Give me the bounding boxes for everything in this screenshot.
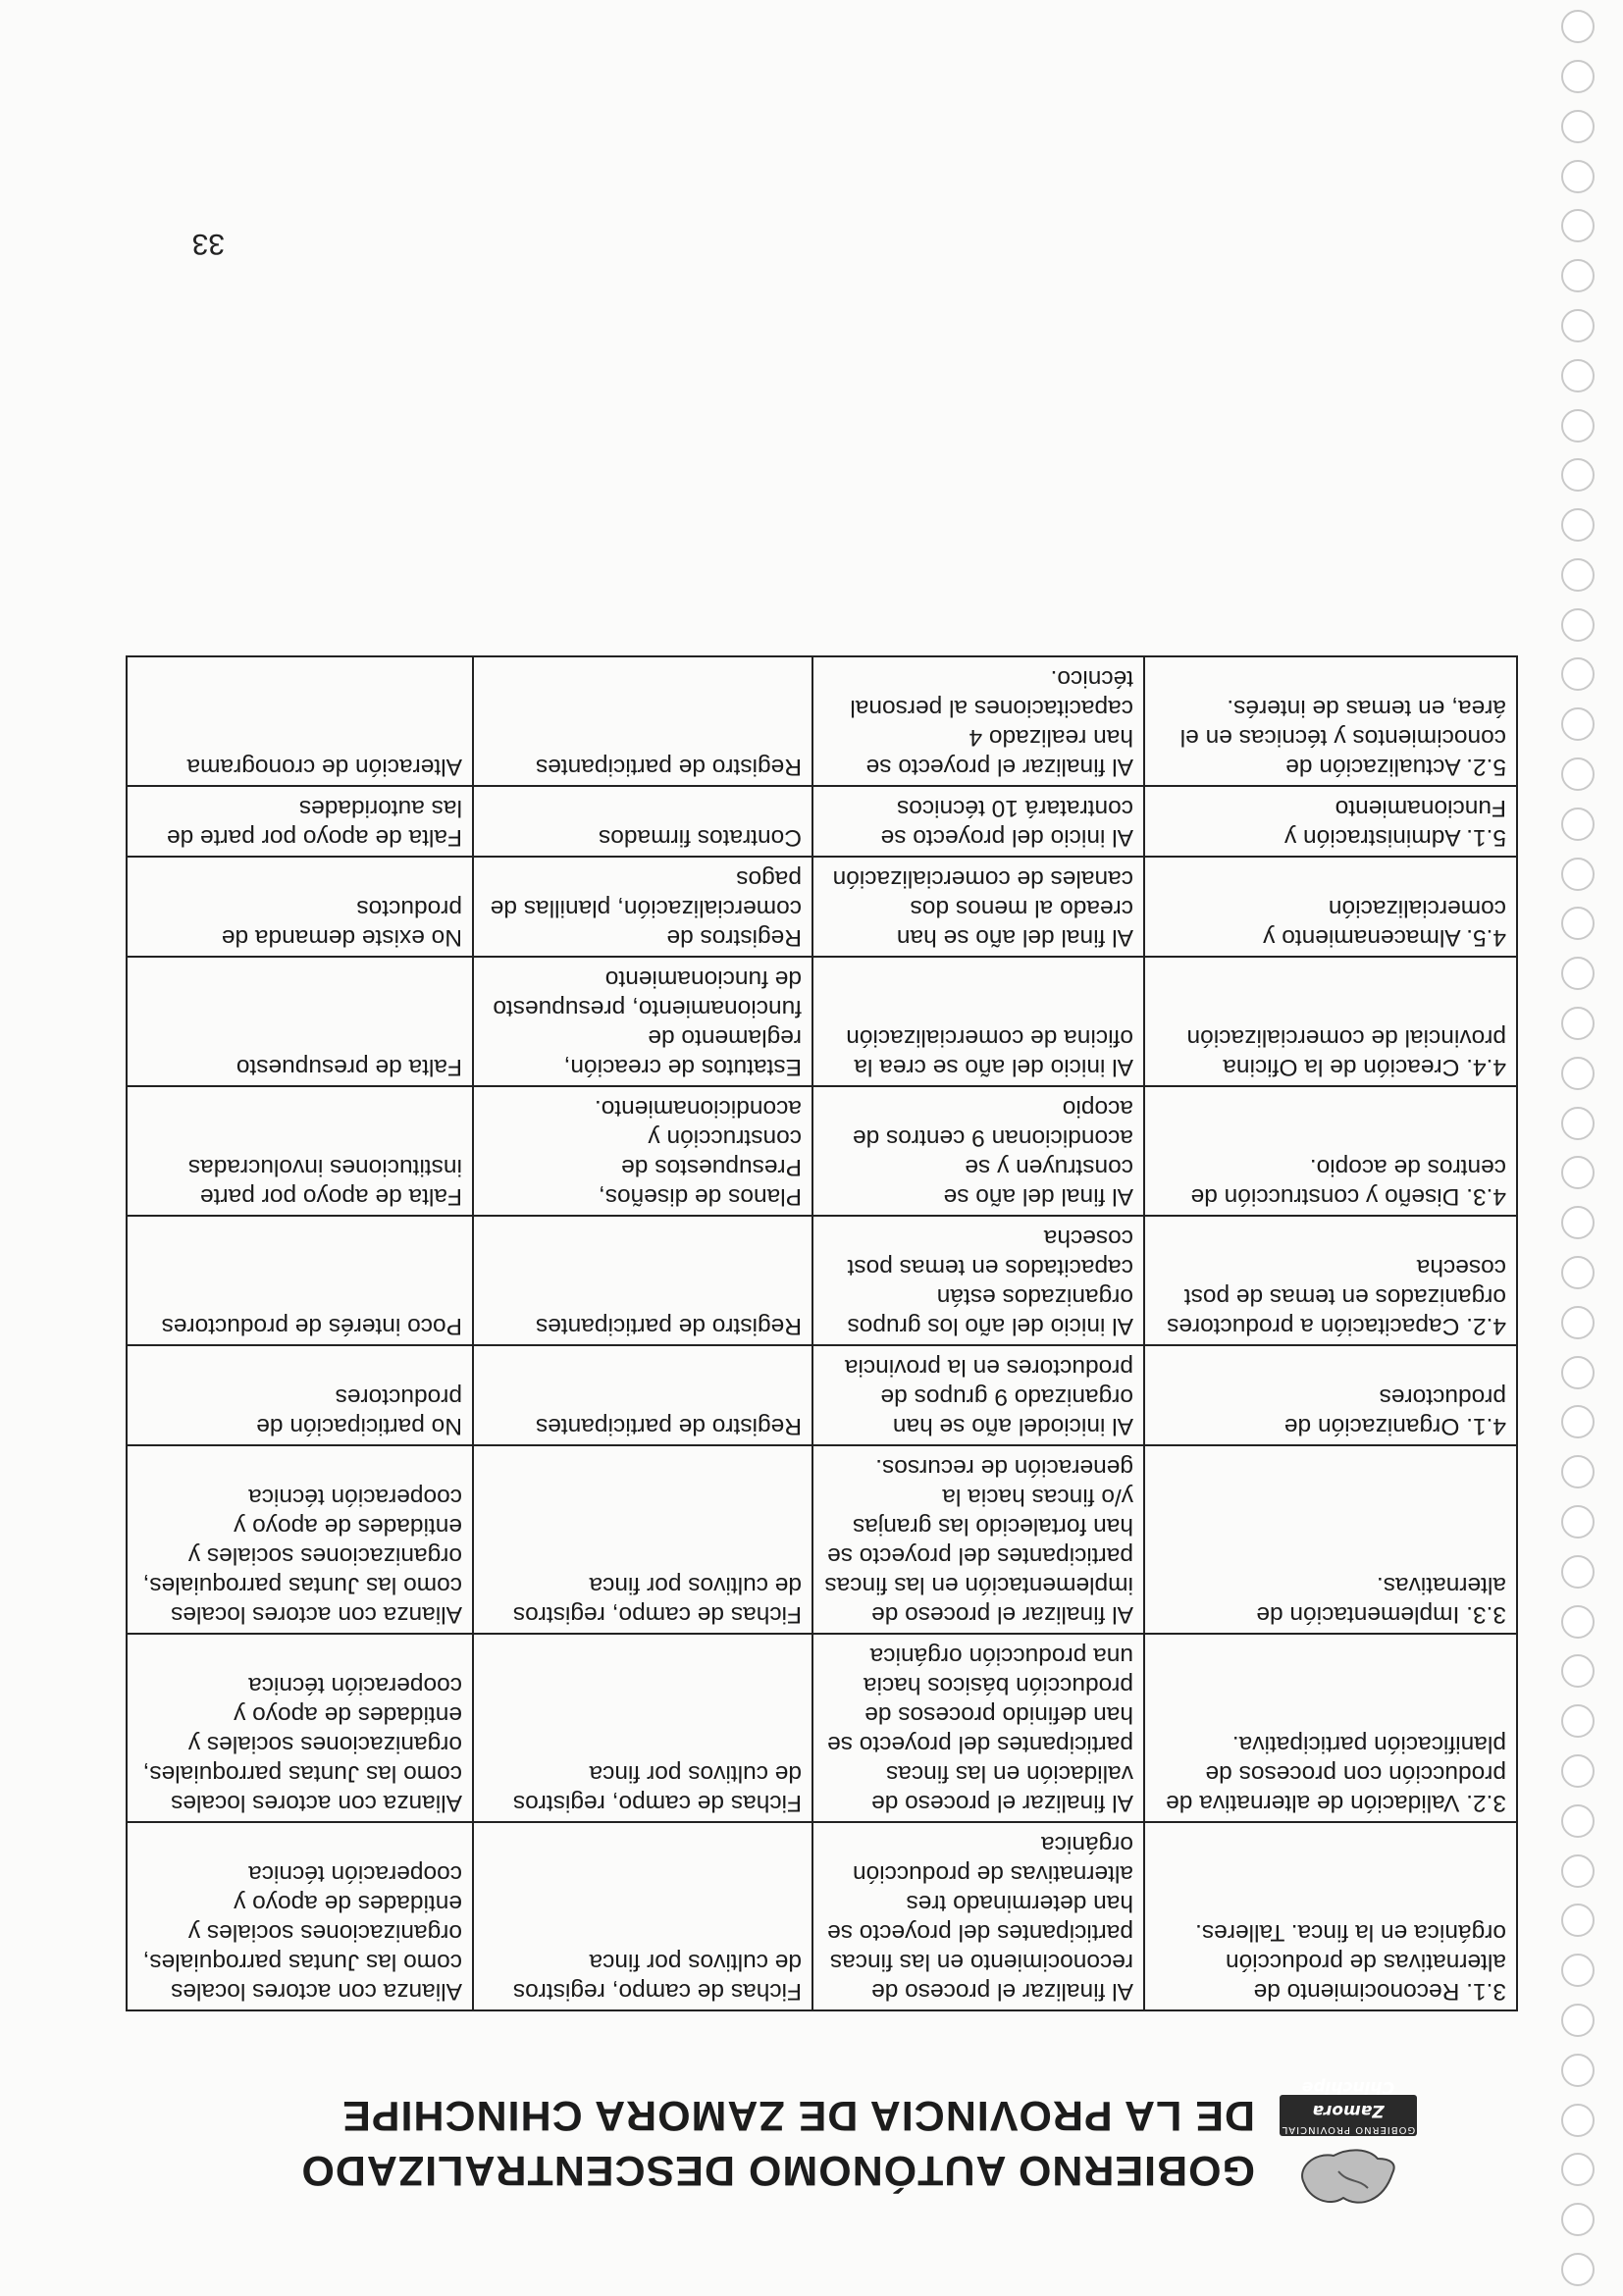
binder-hole [1561, 309, 1595, 342]
binder-hole [1561, 359, 1595, 392]
binder-hole [1561, 1306, 1595, 1339]
binder-hole [1561, 2253, 1595, 2286]
table-row [127, 656, 1517, 786]
binder-hole [1561, 1555, 1595, 1589]
binder-hole [1561, 110, 1595, 143]
cell-assumption: Alianza con actores locales como las Juntas parroquiales, organizaciones sociales y entidades de apoyo y cooperación técnica [127, 1445, 473, 1634]
cell-source: Registro de participantes [473, 1345, 812, 1445]
document-header [244, 2065, 1422, 2213]
binder-hole [1561, 160, 1595, 193]
table-row [127, 857, 1517, 957]
cell-activity: 3.1. Reconocimiento de alternativas de producción orgánica en la finca. Talleres. [1144, 1822, 1517, 2010]
binder-hole [1561, 1356, 1595, 1389]
binder-hole [1561, 2203, 1595, 2236]
binder-hole [1561, 757, 1595, 791]
binder-hole [1561, 2054, 1595, 2087]
document-title: GOBIERNO AUTÓNOMO DESCENTRALIZADO DE LA PROVINCIA DE ZAMORA CHINCHIPE [300, 2092, 1255, 2194]
binder-hole [1561, 808, 1595, 841]
binder-hole [1561, 458, 1595, 492]
binder-hole [1561, 957, 1595, 990]
binder-hole [1561, 1206, 1595, 1239]
cell-source: Estatutos de creación, reglamento de funcionamiento, presupuesto de funcionamiento [473, 957, 812, 1086]
binder-hole [1561, 1754, 1595, 1788]
cell-assumption: Alianza con actores locales como las Juntas parroquiales, organizaciones sociales y entidades de apoyo y cooperación técnica [127, 1634, 473, 1822]
binder-hole [1561, 60, 1595, 93]
binder-hole [1561, 907, 1595, 940]
cell-source: Fichas de campo, registros de cultivos por finca [473, 1634, 812, 1822]
cell-activity: 4.3. Diseño y construcción de centros de acopio. [1144, 1086, 1517, 1216]
cell-assumption: Poco interés de productores [127, 1216, 473, 1345]
table-row [127, 786, 1517, 857]
table-row [127, 1634, 1517, 1822]
cell-indicator: Al final del año se han creado al menos dos canales de comercialización [812, 857, 1144, 957]
page-number: 33 [191, 228, 225, 260]
cell-indicator: Al inicio del proyecto se contratará 10 técnicos [812, 786, 1144, 857]
binder-hole [1561, 1605, 1595, 1639]
binder-hole [1561, 1057, 1595, 1090]
cell-assumption: Falta de apoyo por parte de las autoridades [127, 786, 473, 857]
table-body [127, 656, 1517, 2010]
binder-hole [1561, 2104, 1595, 2137]
table-row [127, 1216, 1517, 1345]
cell-assumption: No existe demanda de productos [127, 857, 473, 957]
cell-activity: 4.5. Almacenamiento y comercialización [1144, 857, 1517, 957]
binder-hole [1561, 1854, 1595, 1888]
cell-indicator: Al inicio del año los grupos organizados están capacitados en temas post cosecha [812, 1216, 1144, 1345]
cell-source: Registro de participantes [473, 656, 812, 786]
binder-hole [1561, 558, 1595, 592]
cell-source: Fichas de campo, registros de cultivos por finca [473, 1445, 812, 1634]
cell-assumption: No participación de productores [127, 1345, 473, 1445]
cell-indicator: Al iniciodel año se han organizado 9 grupos de productores en la provincia [812, 1345, 1144, 1445]
cell-source: Registro de participantes [473, 1216, 812, 1345]
binder-hole [1561, 1505, 1595, 1539]
binder-hole [1561, 608, 1595, 642]
binder-hole [1561, 1954, 1595, 1987]
cell-activity: 4.4. Creación de la Oficina provincial de comercialización [1144, 957, 1517, 1086]
binder-hole [1561, 1455, 1595, 1488]
binder-hole [1561, 1405, 1595, 1438]
cell-indicator: Al inicio del año se crea la oficina de comercialización [812, 957, 1144, 1086]
cell-source: Fichas de campo, registros de cultivos por finca [473, 1822, 812, 2010]
binder-hole [1561, 858, 1595, 891]
logo-line-1: GOBIERNO PROVINCIAL [1281, 2124, 1416, 2135]
binder-hole [1561, 1704, 1595, 1738]
binder-hole [1561, 508, 1595, 542]
cell-assumption: Falta de apoyo por parte instituciones involucradas [127, 1086, 473, 1216]
binder-hole [1561, 10, 1595, 43]
cell-indicator: Al finalizar el proceso de reconocimiento en las fincas participantes del proyecto se han determinado tres alternativas de producción orgánica [812, 1822, 1144, 2010]
table-row [127, 1086, 1517, 1216]
binder-hole [1561, 658, 1595, 692]
binder-holes [1550, 10, 1605, 2286]
cell-activity: 4.2. Capacitación a productores organizados en temas de post cosecha [1144, 1216, 1517, 1345]
cell-activity: 3.3. Implementación de alternativas. [1144, 1445, 1517, 1634]
binder-hole [1561, 1156, 1595, 1189]
cell-assumption: Alteración de cronograma [127, 656, 473, 786]
binder-hole [1561, 2153, 1595, 2186]
table-row [127, 1445, 1517, 1634]
table-row [127, 957, 1517, 1086]
province-map-icon [1294, 2144, 1402, 2213]
logo-line-2: Zamora Chinchipe [1301, 2077, 1395, 2120]
provincial-logo [1275, 2070, 1422, 2213]
binder-hole [1561, 1256, 1595, 1289]
cell-source: Contratos firmados [473, 786, 812, 857]
cell-indicator: Al finalizar el proceso de implementación en las fincas participantes del proyecto se han fortalecido las granjas y/o fincas hacia la generación de recursos. [812, 1445, 1144, 1634]
cell-source: Registros de comercialización, planillas de pagos [473, 857, 812, 957]
cell-source: Planos de diseños, Presupuestos de construcción y acondicionamiento. [473, 1086, 812, 1216]
logo-banner [1280, 2077, 1417, 2136]
binder-hole [1561, 2004, 1595, 2037]
cell-activity: 5.2. Actualización de conocimientos y técnicas en el área, en temas de interés. [1144, 656, 1517, 786]
table-row [127, 1822, 1517, 2010]
cell-indicator: Al final del año se construyen y se acondicionan 9 centros de acopio [812, 1086, 1144, 1216]
cell-assumption: Alianza con actores locales como las Juntas parroquiales, organizaciones sociales y entidades de apoyo y cooperación técnica [127, 1822, 473, 2010]
binder-hole [1561, 1107, 1595, 1140]
binder-hole [1561, 259, 1595, 292]
binder-hole [1561, 707, 1595, 741]
cell-activity: 3.2. Validación de alternativa de producción con procesos de planificación participativa. [1144, 1634, 1517, 1822]
cell-indicator: Al finalizar el proceso de validación en las fincas participantes del proyecto se han definido procesos de producción básicos hacia una producción orgánica [812, 1634, 1144, 1822]
binder-hole [1561, 1007, 1595, 1040]
binder-hole [1561, 409, 1595, 443]
cell-assumption: Falta de presupuesto [127, 957, 473, 1086]
logframe-table [126, 655, 1518, 2011]
cell-activity: 4.1. Organización de productores [1144, 1345, 1517, 1445]
binder-hole [1561, 1804, 1595, 1838]
cell-indicator: Al finalizar el proyecto se han realizado 4 capacitaciones al personal técnico. [812, 656, 1144, 786]
cell-activity: 5.1. Administración y Funcionamiento [1144, 786, 1517, 857]
binder-hole [1561, 1904, 1595, 1937]
table-row [127, 1345, 1517, 1445]
binder-hole [1561, 1654, 1595, 1688]
binder-hole [1561, 209, 1595, 242]
